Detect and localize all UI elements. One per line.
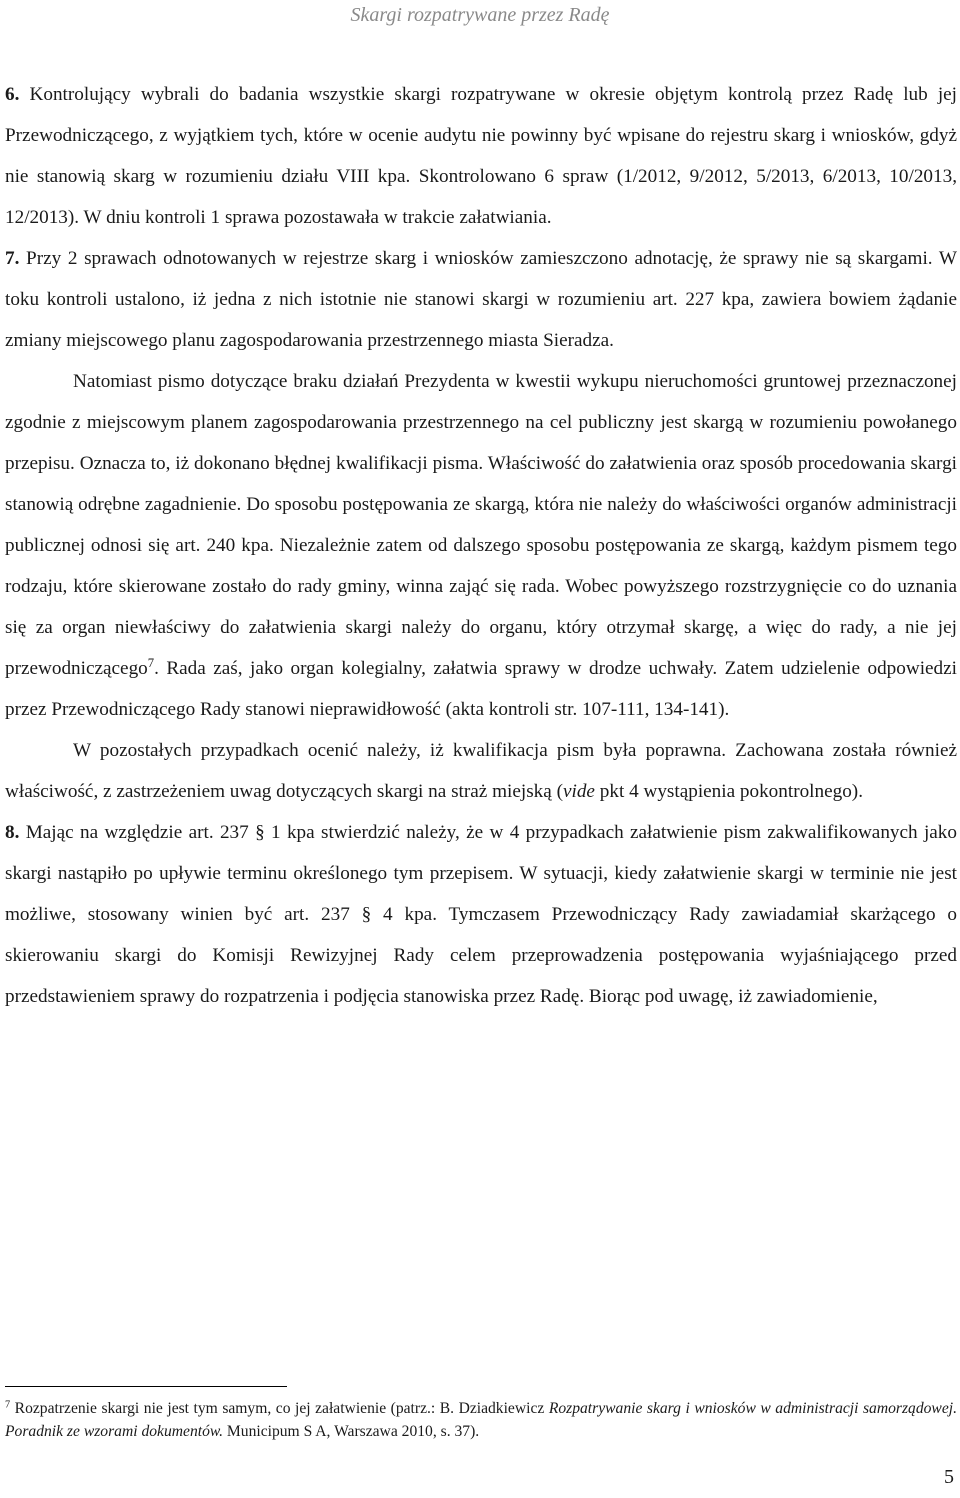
footnote	[5, 1397, 957, 1443]
paragraph-text: Natomiast pismo dotyczące braku działań Prezydenta w kwestii wykupu nieruchomości gruntowej przeznaczonej zgodnie z miejscowym planem zagospodarowania przestrzennego na cel publiczny jest skargą w rozumieniu powołanego przepisu. Oznacza to, iż dokonano błędnej kwalifikacji pisma. Właściwość do załatwienia oraz sposób procedowania skargi stanowią odrębne zagadnienie. Do sposobu postępowania ze skargą, która nie należy do właściwości organów administracji publicznej odnosi się art. 240 kpa. Niezależnie zatem od dalszego sposobu postępowania ze skargą, każdym pismem tego rodzaju, które skierowane zostało do rady gminy, winna zająć się rada. Wobec powyższego rozstrzygnięcie co do uznania się za organ niewłaściwy do załatwienia skargi należy do organu, który otrzymał skargę, a więc do rady, a nie jej przewodniczącego	[5, 371, 957, 679]
paragraph-number: 6.	[5, 84, 20, 105]
paragraph-number: 7.	[5, 248, 20, 269]
footnote-separator	[5, 1386, 287, 1387]
page-number: 5	[944, 1466, 954, 1488]
footnote-number: 7	[5, 1399, 11, 1411]
paragraph-text-continued: . Rada zaś, jako organ kolegialny, załatwia sprawy w drodze uchwały. Zatem udzielenie odpowiedzi przez Przewodniczącego Rady stanowi nieprawidłowość (akta kontroli str. 107-111, 134-141).	[5, 658, 957, 720]
paragraph-text: Przy 2 sprawach odnotowanych w rejestrze skarg i wniosków zamieszczono adnotację, że sprawy nie są skargami. W toku kontroli ustalono, iż jedna z nich istotnie nie stanowi skargi w rozumieniu art. 227 kpa, zawiera bowiem żądanie zmiany miejscowego planu zagospodarowania przestrzennego miasta Sieradza.	[5, 248, 957, 351]
running-header: Skargi rozpatrywane przez Radę	[350, 4, 610, 26]
paragraph-text: Kontrolujący wybrali do badania wszystkie skargi rozpatrywane w okresie objętym kontrolą przez Radę lub jej Przewodniczącego, z wyjątkiem tych, które w ocenie audytu nie powinny być wpisane do rejestru skarg i wniosków, gdyż nie stanowią skarg w rozumieniu działu VIII kpa. Skontrolowano 6 spraw (1/2012, 9/2012, 5/2013, 6/2013, 10/2013, 12/2013). W dniu kontroli 1 sprawa pozostawała w trakcie załatwiania.	[5, 84, 957, 228]
paragraph-text: W pozostałych przypadkach ocenić należy, iż kwalifikacja pism była poprawna. Zachowana została również właściwość, z zastrzeżeniem uwag dotyczących skargi na straż miejską (	[5, 740, 957, 802]
footnote-reference: 7	[147, 656, 155, 671]
paragraph-text: Mając na względzie art. 237 § 1 kpa stwierdzić należy, że w 4 przypadkach załatwienie pism zakwalifikowanych jako skargi nastąpiło po upływie terminu określonego tym przepisem. W sytuacji, kiedy załatwienie skargi w terminie nie jest możliwe, stosowany winien być art. 237 § 4 kpa. Tymczasem Przewodniczący Rady zawiadamiał skarżącego o skierowaniu skargi do Komisji Rewizyjnej Rady celem przeprowadzenia postępowania wyjaśniającego przed przedstawieniem sprawy do rozpatrzenia i podjęcia stanowiska przez Radę. Biorąc pod uwagę, iż zawiadomienie,	[5, 822, 957, 1007]
paragraph-natomiast	[5, 361, 957, 730]
paragraph-7	[5, 238, 957, 361]
footnote-text-continued: Municipum S A, Warszawa 2010, s. 37).	[223, 1423, 480, 1440]
footnote-text: Rozpatrzenie skargi nie jest tym samym, co jej załatwienie (patrz.: B. Dziadkiewicz	[10, 1400, 549, 1417]
latin-term: vide	[562, 781, 595, 802]
paragraph-number: 8.	[5, 822, 20, 843]
paragraph-pozostalych	[5, 730, 957, 812]
footnote-title: Rozpatrywanie skarg i wniosków w administracji samorządowej. Poradnik ze wzorami dokumentów.	[5, 1400, 957, 1440]
paragraph-8	[5, 812, 957, 1017]
paragraph-6	[5, 74, 957, 238]
document-body	[5, 74, 957, 1017]
paragraph-text-continued: pkt 4 wystąpienia pokontrolnego).	[594, 781, 863, 802]
